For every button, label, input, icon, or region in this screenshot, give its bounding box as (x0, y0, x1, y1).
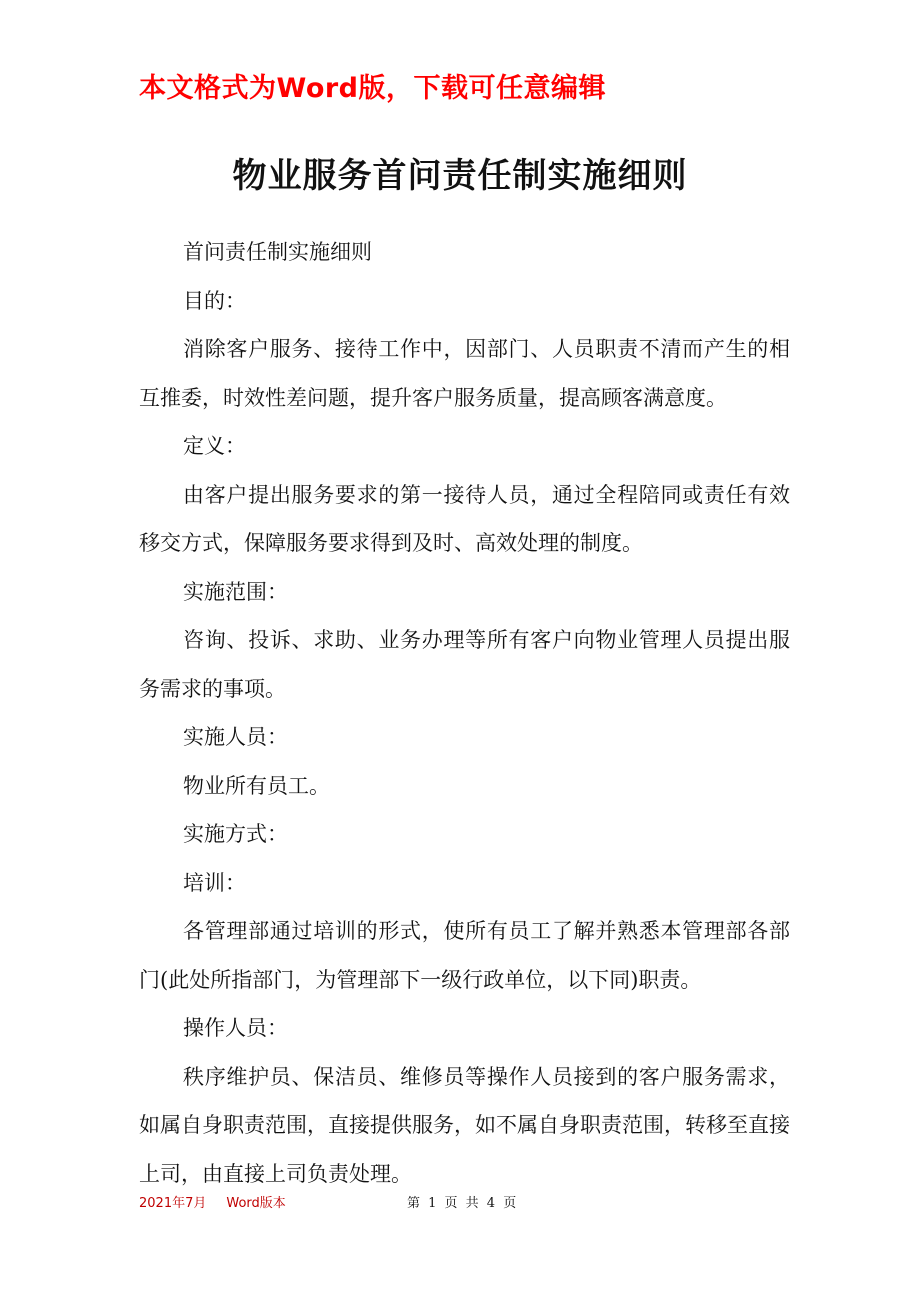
paragraph: 咨询、投诉、求助、业务办理等所有客户向物业管理人员提出服务需求的事项。 (139, 628, 790, 701)
paragraph: 首问责任制实施细则 (183, 240, 372, 264)
editable-format-banner: 本文格式为Word版，下载可任意编辑 (139, 73, 607, 104)
paragraph: 操作人员： (183, 1016, 288, 1040)
paragraph: 实施范围： (183, 579, 288, 604)
page-number: 第 1 页 共 4 页 (407, 1196, 519, 1211)
paragraph: 消除客户服务、接待工作中，因部门、人员职责不清而产生的相互推委，时效性差问题，提升客户服务质量，提高顾客满意度。 (139, 337, 790, 410)
footer-version: Word版本 (226, 1196, 286, 1211)
paragraph: 秩序维护员、保洁员、维修员等操作人员接到的客户服务需求，如属自身职责范围，直接提供服务，如不属自身职责范围，转移至直接上司，由直接上司负责处理。 (139, 1064, 790, 1186)
paragraph: 定义： (183, 434, 246, 458)
page-footer (139, 1192, 790, 1211)
paragraph: 物业所有员工。 (183, 773, 330, 798)
document-body (139, 228, 790, 1198)
paragraph: 培训： (183, 870, 246, 895)
paragraph: 实施人员： (183, 725, 288, 749)
footer-date: 2021年7月 (139, 1196, 207, 1211)
paragraph: 目的： (183, 288, 246, 313)
paragraph: 各管理部通过培训的形式，使所有员工了解并熟悉本管理部各部门(此处所指部门，为管理部下一级行政单位，以下同)职责。 (139, 919, 790, 992)
document-title: 物业服务首问责任制实施细则 (232, 156, 688, 196)
paragraph: 实施方式： (183, 822, 288, 846)
paragraph: 由客户提出服务要求的第一接待人员，通过全程陪同或责任有效移交方式，保障服务要求得到及时、高效处理的制度。 (139, 482, 790, 555)
